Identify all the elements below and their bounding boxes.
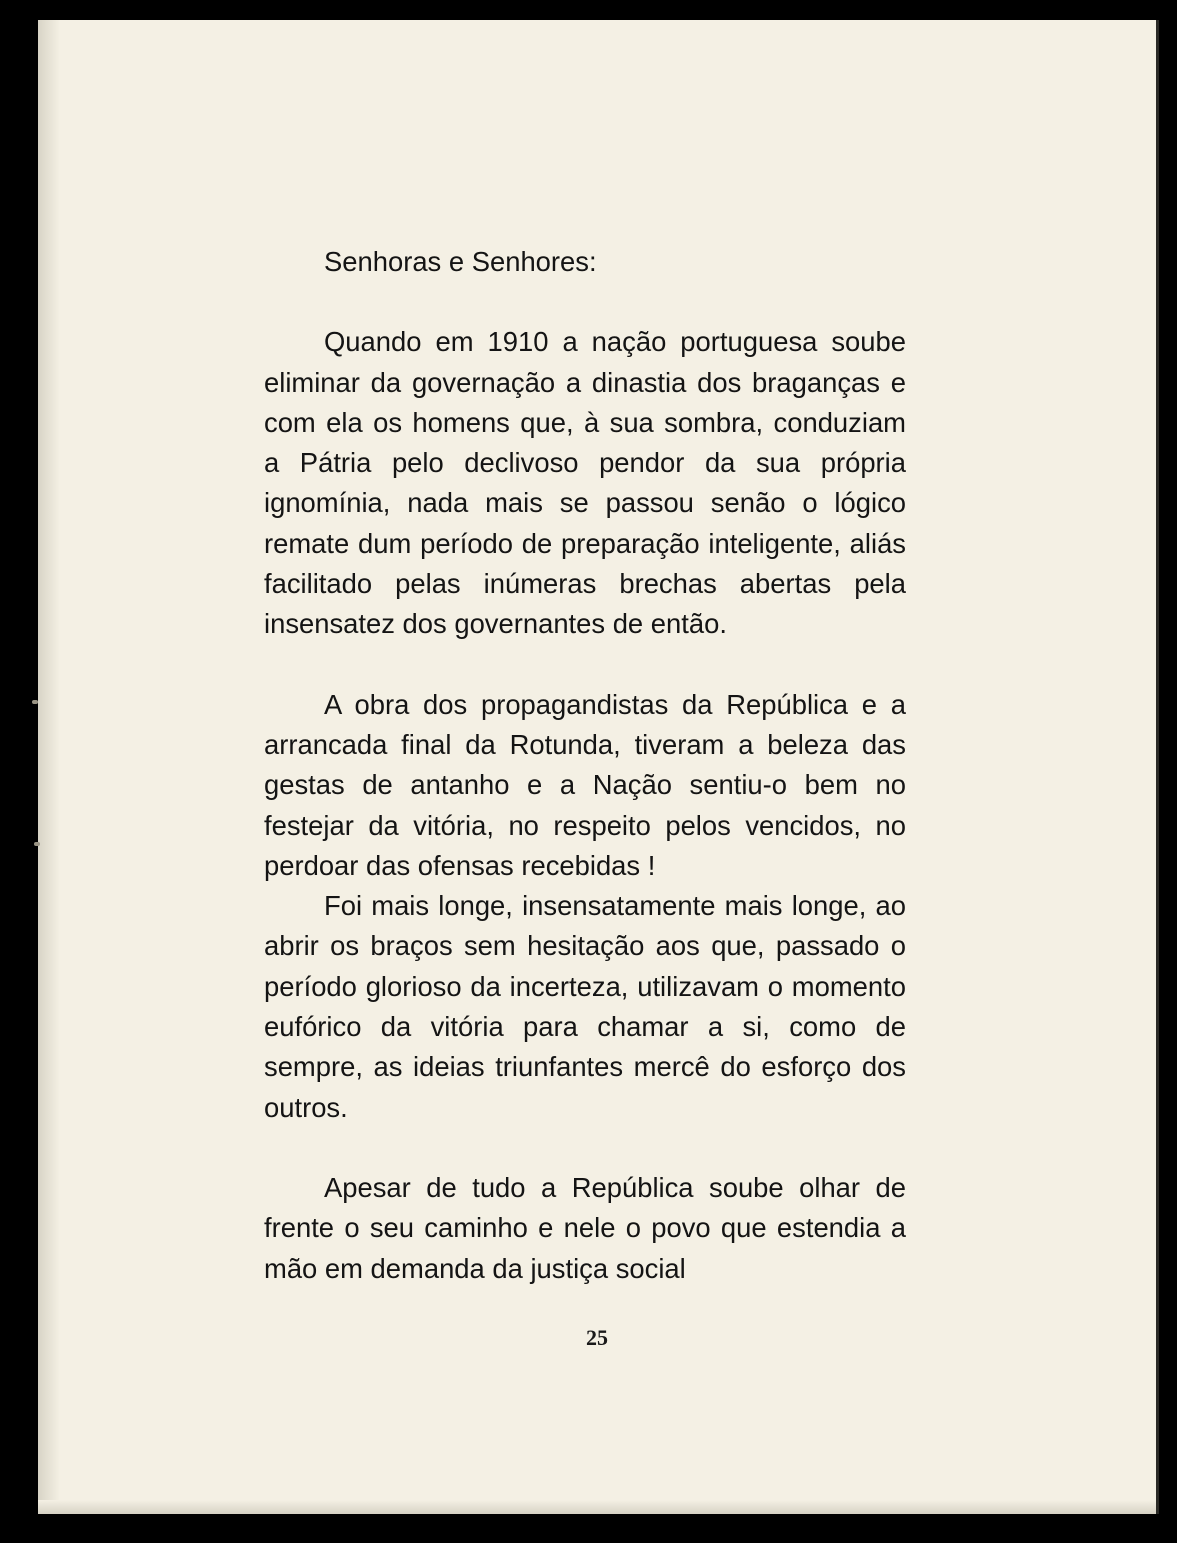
book-page: [38, 20, 1159, 1514]
margin-speck: [34, 842, 40, 846]
page-bottom-edge: [38, 1500, 1156, 1514]
body-text: [264, 242, 906, 1289]
paragraph: Apesar de tudo a República soube olhar de frente o seu caminho e nele o povo que estendia a mão em demanda da justiça social: [264, 1171, 906, 1284]
paragraph: Quando em 1910 a nação portuguesa soube eliminar da governação a dinastia dos braganças e com ela os homens que, à sua sombra, conduziam a Pátria pelo declivoso pendor da sua própria ignomínia, nada mais se passou senão o lógico remate dum período de preparação inteligente, aliás facilitado pelas inúmeras brechas abertas pela insensatez dos governantes de então.: [264, 326, 906, 640]
page-gutter: [38, 20, 60, 1514]
salutation: Senhoras e Senhores:: [324, 246, 597, 277]
paragraph: Foi mais longe, insensatamente mais longe, ao abrir os braços sem hesitação aos que, passado o período glorioso da incerteza, utilizavam o momento eufórico da vitória para chamar a si, como de sempre, as ideias triunfantes mercê do esforço dos outros.: [264, 890, 906, 1123]
margin-speck: [32, 700, 38, 704]
paragraph: A obra dos propagandistas da República e a arrancada final da Rotunda, tiveram a beleza das gestas de antanho e a Nação sentiu-o bem no festejar da vitória, no respeito pelos vencidos, no perdoar das ofensas recebidas !: [264, 688, 906, 881]
page-number: 25: [586, 1325, 608, 1350]
